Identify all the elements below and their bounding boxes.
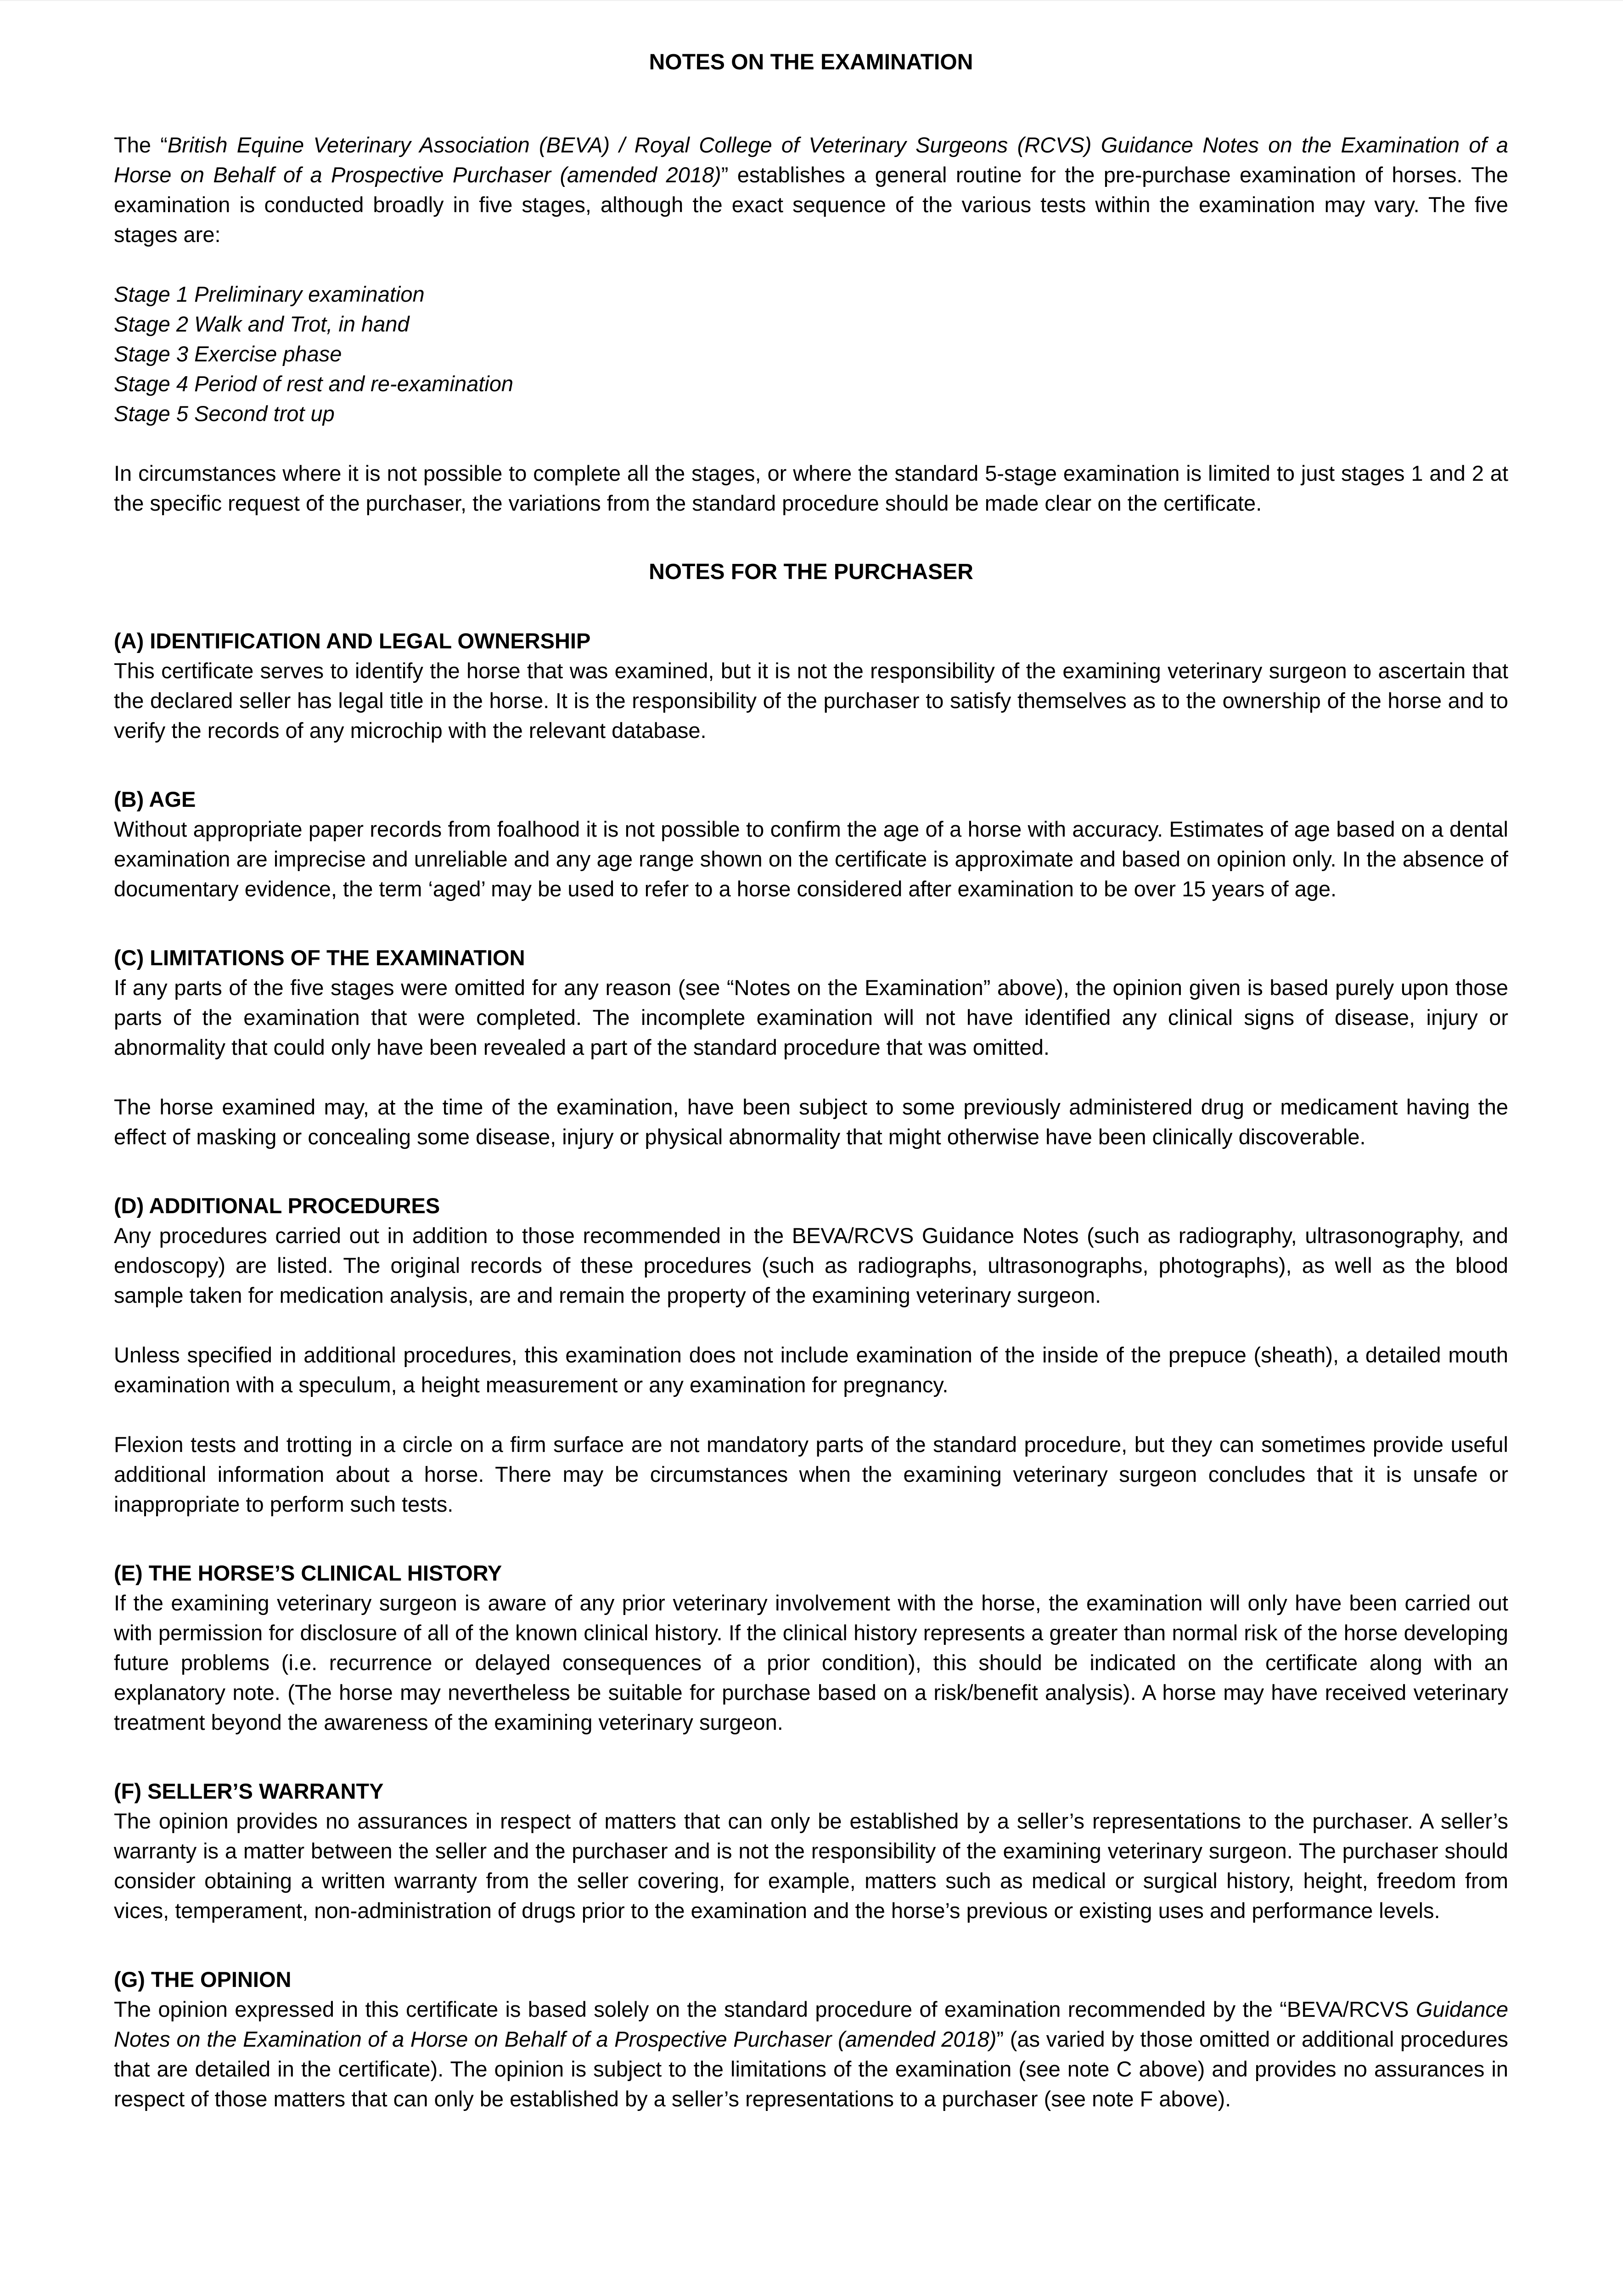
paragraph: The horse examined may, at the time of the examination, have been subject to some previously administered drug or medicament having the effect of masking or concealing some disease, injury or physical abnormality that might otherwise have been clinically discoverable. (114, 1095, 1508, 1149)
paragraph: If the examining veterinary surgeon is aware of any prior veterinary involvement with the horse, the examination will only have been carried out with permission for disclosure of all of the known clinical history. If the clinical history represents a greater than normal risk of the horse developing future problems (i.e. recurrence or delayed consequences of a prior condition), this should be indicated on the certificate along with an explanatory note. (The horse may nevertheless be suitable for purchase based on a risk/benefit analysis). A horse may have received veterinary treatment beyond the awareness of the examining veterinary surgeon. (114, 1591, 1508, 1734)
stage-item: Stage 3 Exercise phase (114, 342, 342, 366)
stage-list (114, 279, 1508, 428)
page-title: NOTES ON THE EXAMINATION (649, 50, 973, 74)
section (114, 784, 1508, 904)
section-heading: (C) LIMITATIONS OF THE EXAMINATION (114, 945, 525, 970)
section (114, 1558, 1508, 1737)
section (114, 626, 1508, 745)
paragraph: The opinion provides no assurances in respect of matters that can only be established by a seller’s representations to the purchaser. A seller’s warranty is a matter between the seller and the purchaser and is not the responsibility of the examining veterinary surgeon. The purchaser should consider obtaining a written warranty from the seller covering, for example, matters such as medical or surgical history, height, freedom from vices, temperament, non-administration of drugs prior to the examination and the horse’s previous or existing uses and performance levels. (114, 1809, 1508, 1923)
paragraph: Without appropriate paper records from foalhood it is not possible to confirm the age of a horse with accuracy. Estimates of age based on a dental examination are imprecise and unreliable and any age range shown on the certificate is approximate and based on opinion only. In the absence of documentary evidence, the term ‘aged’ may be used to refer to a horse considered after examination to be over 15 years of age. (114, 817, 1508, 901)
stage-item: Stage 1 Preliminary examination (114, 282, 425, 306)
paragraph: Flexion tests and trotting in a circle on a firm surface are not mandatory parts of the standard procedure, but they can sometimes provide useful additional information about a horse. There may be circumstances when the examining veterinary surgeon concludes that it is unsafe or inappropriate to perform such tests. (114, 1432, 1508, 1516)
section (114, 1191, 1508, 1519)
purchaser-heading: NOTES FOR THE PURCHASER (649, 560, 973, 584)
intro-closing-paragraph: In circumstances where it is not possible to complete all the stages, or where the standard 5-stage examination is limited to just stages 1 and 2 at the specific request of the purchaser, the variations from the standard procedure should be made clear on the certificate. (114, 461, 1508, 515)
paragraph: Any procedures carried out in addition to those recommended in the BEVA/RCVS Guidance Notes (such as radiography, ultrasonography, and endoscopy) are listed. The original records of these procedures (such as radiographs, ultrasonographs, photographs), as well as the blood sample taken for medication analysis, are and remain the property of the examining veterinary surgeon. (114, 1223, 1508, 1307)
stage-item: Stage 5 Second trot up (114, 401, 335, 426)
paragraph: Unless specified in additional procedures, this examination does not include examination of the inside of the prepuce (sheath), a detailed mouth examination with a speculum, a height measurement or any examination for pregnancy. (114, 1343, 1508, 1397)
section-heading: (A) IDENTIFICATION AND LEGAL OWNERSHIP (114, 629, 591, 653)
section-heading: (G) THE OPINION (114, 1967, 292, 1992)
paragraph: This certificate serves to identify the horse that was examined, but it is not the responsibility of the examining veterinary surgeon to ascertain that the declared seller has legal title in the horse. It is the responsibility of the purchaser to satisfy themselves as to the ownership of the horse and to verify the records of any microchip with the relevant database. (114, 658, 1508, 743)
section (114, 1964, 1508, 2114)
paragraph: The opinion expressed in this certificate is based solely on the standard procedure of examination recommended by the “BEVA/RCVS Guidance Notes on the Examination of a Horse on Behalf of a Prospective Purchaser (amended 2018)” (as varied by those omitted or additional procedures that are detailed in the certificate). The opinion is subject to the limitations of the examination (see note C above) and provides no assurances in respect of those matters that can only be established by a seller’s representations to a purchaser (see note F above). (114, 1997, 1508, 2111)
purchaser-sections (114, 626, 1508, 2114)
paragraph: If any parts of the five stages were omitted for any reason (see “Notes on the Examination” above), the opinion given is based purely upon those parts of the examination that were completed. The incomplete examination will not have identified any clinical signs of disease, injury or abnormality that could only have been revealed a part of the standard procedure that was omitted. (114, 975, 1508, 1059)
section-heading: (B) AGE (114, 787, 196, 811)
section-heading: (E) THE HORSE’S CLINICAL HISTORY (114, 1561, 502, 1585)
stage-item: Stage 4 Period of rest and re-examination (114, 371, 514, 396)
section-heading: (F) SELLER’S WARRANTY (114, 1779, 384, 1803)
stage-item: Stage 2 Walk and Trot, in hand (114, 312, 410, 336)
intro-opening-paragraph: The “British Equine Veterinary Association (BEVA) / Royal College of Veterinary Surgeons (RCVS) Guidance Notes on the Examination of a Horse on Behalf of a Prospective Purchaser (amended 2018)” establishes a general routine for the pre-purchase examination of horses. The examination is conducted broadly in five stages, although the exact sequence of the various tests within the examination may vary. The five stages are: (114, 133, 1508, 247)
section (114, 943, 1508, 1152)
section-heading: (D) ADDITIONAL PROCEDURES (114, 1193, 440, 1218)
section (114, 1776, 1508, 1925)
